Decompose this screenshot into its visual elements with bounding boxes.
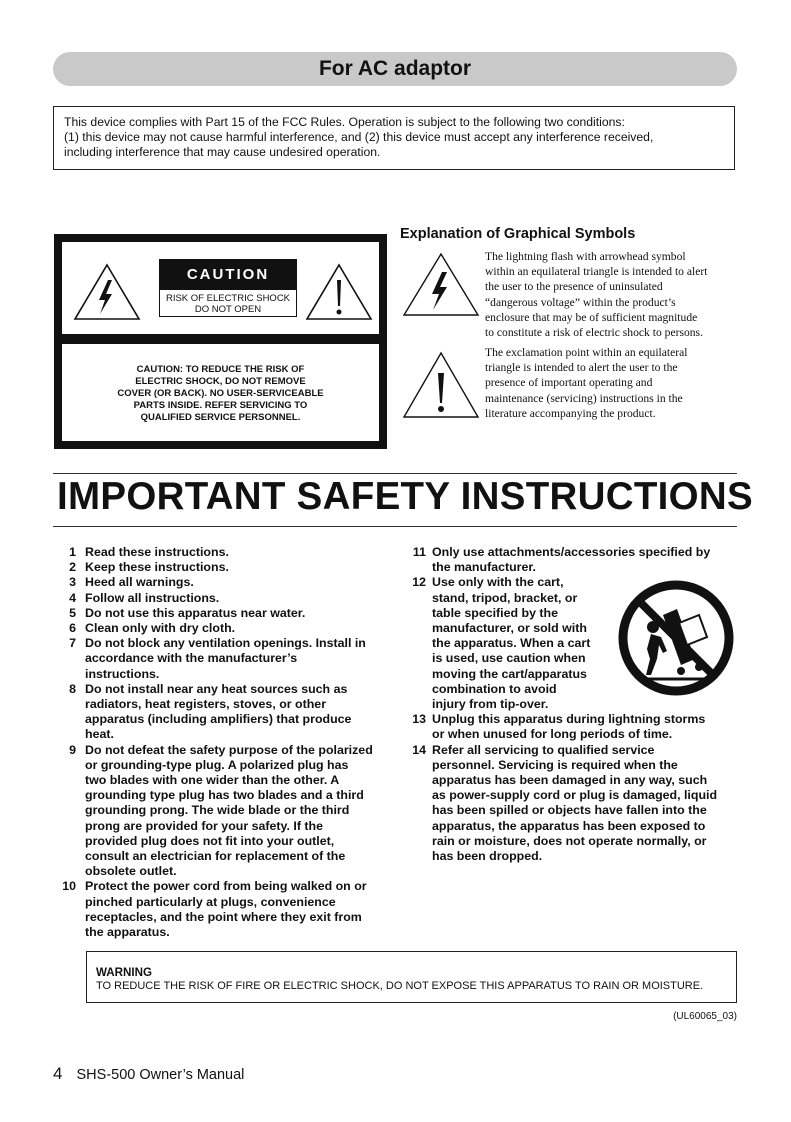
- symbols-title: Explanation of Graphical Symbols: [400, 226, 636, 242]
- instruction-line: Read these instructions.: [85, 545, 229, 559]
- explanation-line: presence of important operating and: [485, 376, 653, 390]
- instruction-line: provided plug does not fit into your outlet,: [85, 833, 335, 848]
- instruction-line: Do not defeat the safety purpose of the polarized: [85, 742, 373, 757]
- caution-label-top: [62, 242, 379, 334]
- instruction-line: apparatus (including amplifiers) that produce: [85, 712, 352, 727]
- instruction-line: heat.: [85, 727, 114, 742]
- instruction-number: 13: [412, 712, 426, 727]
- explanation-line: enclosure that may be of sufficient magnitude: [485, 310, 698, 324]
- instruction-item: [409, 743, 737, 865]
- instruction-line: personnel. Servicing is required when the: [432, 757, 678, 772]
- instruction-number: 14: [412, 742, 426, 757]
- instruction-item: [61, 879, 391, 940]
- instruction-line: instructions.: [85, 666, 160, 681]
- instruction-item: [61, 575, 391, 590]
- instruction-line: table specified by the: [432, 605, 559, 620]
- instruction-text: [85, 621, 391, 636]
- fcc-notice: [53, 106, 735, 170]
- instruction-line: pinched particularly at plugs, convenience: [85, 894, 336, 909]
- fcc-line: This device complies with Part 15 of the FCC Rules. Operation is subject to the following two conditions:: [64, 115, 625, 129]
- instruction-line: apparatus has been damaged in any way, such: [432, 773, 708, 788]
- instruction-line: Follow all instructions.: [85, 590, 220, 605]
- instruction-number: 5: [69, 605, 76, 620]
- instruction-line: moving the cart/apparatus: [432, 666, 587, 681]
- instruction-number: 9: [69, 742, 76, 757]
- instruction-line: radiators, heat registers, stoves, or other: [85, 697, 327, 712]
- warning-text: TO REDUCE THE RISK OF FIRE OR ELECTRIC SHOCK, DO NOT EXPOSE THIS APPARATUS TO RAIN OR MOISTURE.: [96, 980, 704, 992]
- section-title: For AC adaptor: [318, 57, 472, 80]
- instruction-text: [432, 743, 737, 865]
- instruction-item: [61, 606, 391, 621]
- instruction-line: prong are provided for your safety. If the: [85, 818, 323, 833]
- instruction-number: 1: [69, 545, 76, 559]
- instruction-line: stand, tripod, bracket, or: [432, 590, 578, 605]
- caution-body: [62, 364, 379, 424]
- instruction-number: 3: [69, 575, 76, 590]
- instruction-number: 10: [62, 879, 76, 894]
- safety-title: IMPORTANT SAFETY INSTRUCTIONS: [57, 475, 754, 518]
- instruction-item: [61, 636, 391, 682]
- instruction-text: [432, 545, 737, 575]
- divider: [53, 473, 737, 474]
- instruction-item: [61, 743, 391, 880]
- explanation-line: literature accompanying the product.: [485, 406, 656, 420]
- instruction-text: [85, 575, 391, 590]
- instruction-line: manufacturer, or sold with: [432, 621, 587, 636]
- instruction-text: [85, 591, 391, 606]
- exclamation-triangle-icon: [402, 351, 480, 419]
- instruction-line: Use only with the cart,: [432, 575, 564, 590]
- explanation-line: “dangerous voltage” within the product’s: [485, 295, 676, 309]
- instruction-text: [85, 636, 391, 682]
- instruction-item: [61, 682, 391, 743]
- instruction-line: has been dropped.: [432, 849, 543, 864]
- warning-title: WARNING: [96, 966, 153, 979]
- explanation-line: The exclamation point within an equilateral: [485, 346, 688, 359]
- explanation-line: the user to the presence of uninsulated: [485, 280, 663, 294]
- instruction-line: the apparatus.: [85, 925, 170, 940]
- instruction-line: Refer all servicing to qualified service: [432, 742, 655, 757]
- caution-body-line: QUALIFIED SERVICE PERSONNEL.: [140, 412, 301, 423]
- instruction-line: Do not install near any heat sources such as: [85, 681, 348, 696]
- lightning-triangle-icon: [72, 262, 142, 322]
- instruction-line: rain or moisture, does not operate normally, or: [432, 833, 707, 848]
- caution-body-line: ELECTRIC SHOCK, DO NOT REMOVE: [135, 376, 306, 387]
- instruction-text: [85, 545, 391, 560]
- instruction-line: Only use attachments/accessories specified by: [432, 545, 711, 559]
- explanation-line: triangle is intended to alert the user to the: [485, 361, 678, 375]
- explanation-line: maintenance (servicing) instructions in the: [485, 391, 683, 405]
- instruction-item: [409, 545, 737, 575]
- instructions-left-column: [61, 545, 391, 940]
- instruction-line: Keep these instructions.: [85, 560, 229, 575]
- instruction-line: Do not block any ventilation openings. Install in: [85, 636, 366, 651]
- instruction-line: obsolete outlet.: [85, 864, 177, 879]
- instruction-line: is used, use caution when: [432, 651, 586, 666]
- instruction-line: apparatus, the apparatus has been exposed to: [432, 818, 706, 833]
- instruction-line: the apparatus. When a cart: [432, 636, 591, 651]
- instruction-line: grounding type plug has two blades and a third: [85, 788, 364, 803]
- lightning-explanation: [485, 249, 735, 340]
- instruction-line: combination to avoid: [432, 681, 557, 696]
- instruction-line: the manufacturer.: [432, 560, 536, 575]
- instruction-text: [85, 879, 391, 940]
- instruction-text: [85, 743, 391, 880]
- instruction-number: 11: [412, 545, 426, 559]
- instruction-item: [61, 545, 391, 560]
- caution-sub-line: RISK OF ELECTRIC SHOCK: [165, 293, 291, 304]
- instruction-item: [409, 712, 737, 742]
- fcc-line: including interference that may cause undesired operation.: [64, 145, 381, 159]
- fcc-line: (1) this device may not cause harmful interference, and (2) this device must accept any interference received,: [64, 130, 654, 144]
- instruction-line: injury from tip-over.: [432, 697, 549, 712]
- lightning-triangle-icon: [402, 252, 480, 317]
- explanation-line: to constitute a risk of electric shock to persons.: [485, 326, 703, 340]
- instruction-item: [61, 560, 391, 575]
- caution-sub: [160, 290, 296, 315]
- instruction-line: Protect the power cord from being walked on or: [85, 879, 367, 894]
- exclamation-triangle-icon: [304, 262, 374, 322]
- caution-sub-line: DO NOT OPEN: [194, 304, 262, 315]
- caution-label-bottom: [62, 344, 379, 441]
- warning-box: [86, 951, 737, 1003]
- instruction-line: Heed all warnings.: [85, 575, 194, 590]
- instruction-number: 7: [69, 636, 76, 651]
- caution-body-line: COVER (OR BACK). NO USER-SERVICEABLE: [117, 388, 324, 399]
- manual-title: SHS-500 Owner’s Manual: [76, 1067, 245, 1083]
- instruction-line: Clean only with dry cloth.: [85, 621, 236, 636]
- instruction-line: consult an electrician for replacement of the: [85, 849, 346, 864]
- instruction-line: has been spilled or objects have fallen into the: [432, 803, 707, 818]
- section-banner: [53, 52, 737, 86]
- exclamation-explanation: [485, 345, 735, 421]
- instruction-item: [61, 591, 391, 606]
- instruction-line: or grounding-type plug. A polarized plug has: [85, 757, 349, 772]
- caution-label-graphic: [54, 234, 387, 449]
- instruction-line: or when unused for long periods of time.: [432, 727, 673, 742]
- instruction-line: Unplug this apparatus during lightning storms: [432, 712, 706, 727]
- instruction-number: 8: [69, 681, 76, 696]
- instruction-line: as power-supply cord or plug is damaged, liquid: [432, 788, 718, 803]
- instruction-text: [85, 606, 391, 621]
- instruction-line: Do not use this apparatus near water.: [85, 605, 306, 620]
- instruction-item: [61, 621, 391, 636]
- page-footer: [53, 1064, 244, 1084]
- instruction-number: 6: [69, 621, 76, 636]
- instruction-line: accordance with the manufacturer’s: [85, 651, 298, 666]
- instruction-number: 2: [69, 560, 76, 575]
- instruction-text: [85, 682, 391, 743]
- instruction-line: receptacles, and the point where they exit from: [85, 909, 362, 924]
- divider: [53, 526, 737, 527]
- caution-body-line: CAUTION: TO REDUCE THE RISK OF: [136, 364, 305, 375]
- instruction-number: 4: [69, 590, 76, 605]
- page-number: 4: [53, 1064, 63, 1083]
- caution-label: [159, 259, 297, 317]
- instruction-line: grounding prong. The wide blade or the third: [85, 803, 350, 818]
- instruction-line: two blades with one wider than the other. A: [85, 773, 340, 788]
- caution-body-line: PARTS INSIDE. REFER SERVICING TO: [133, 400, 308, 411]
- explanation-line: within an equilateral triangle is intended to alert: [485, 265, 708, 279]
- instruction-number: 12: [412, 575, 426, 590]
- instruction-text: [432, 712, 737, 742]
- caution-word: CAUTION: [160, 260, 296, 290]
- cart-warning-icon: [617, 579, 735, 697]
- explanation-line: The lightning flash with arrowhead symbol: [485, 250, 686, 263]
- instruction-text: [85, 560, 391, 575]
- regulation-code: (UL60065_03): [673, 1011, 737, 1022]
